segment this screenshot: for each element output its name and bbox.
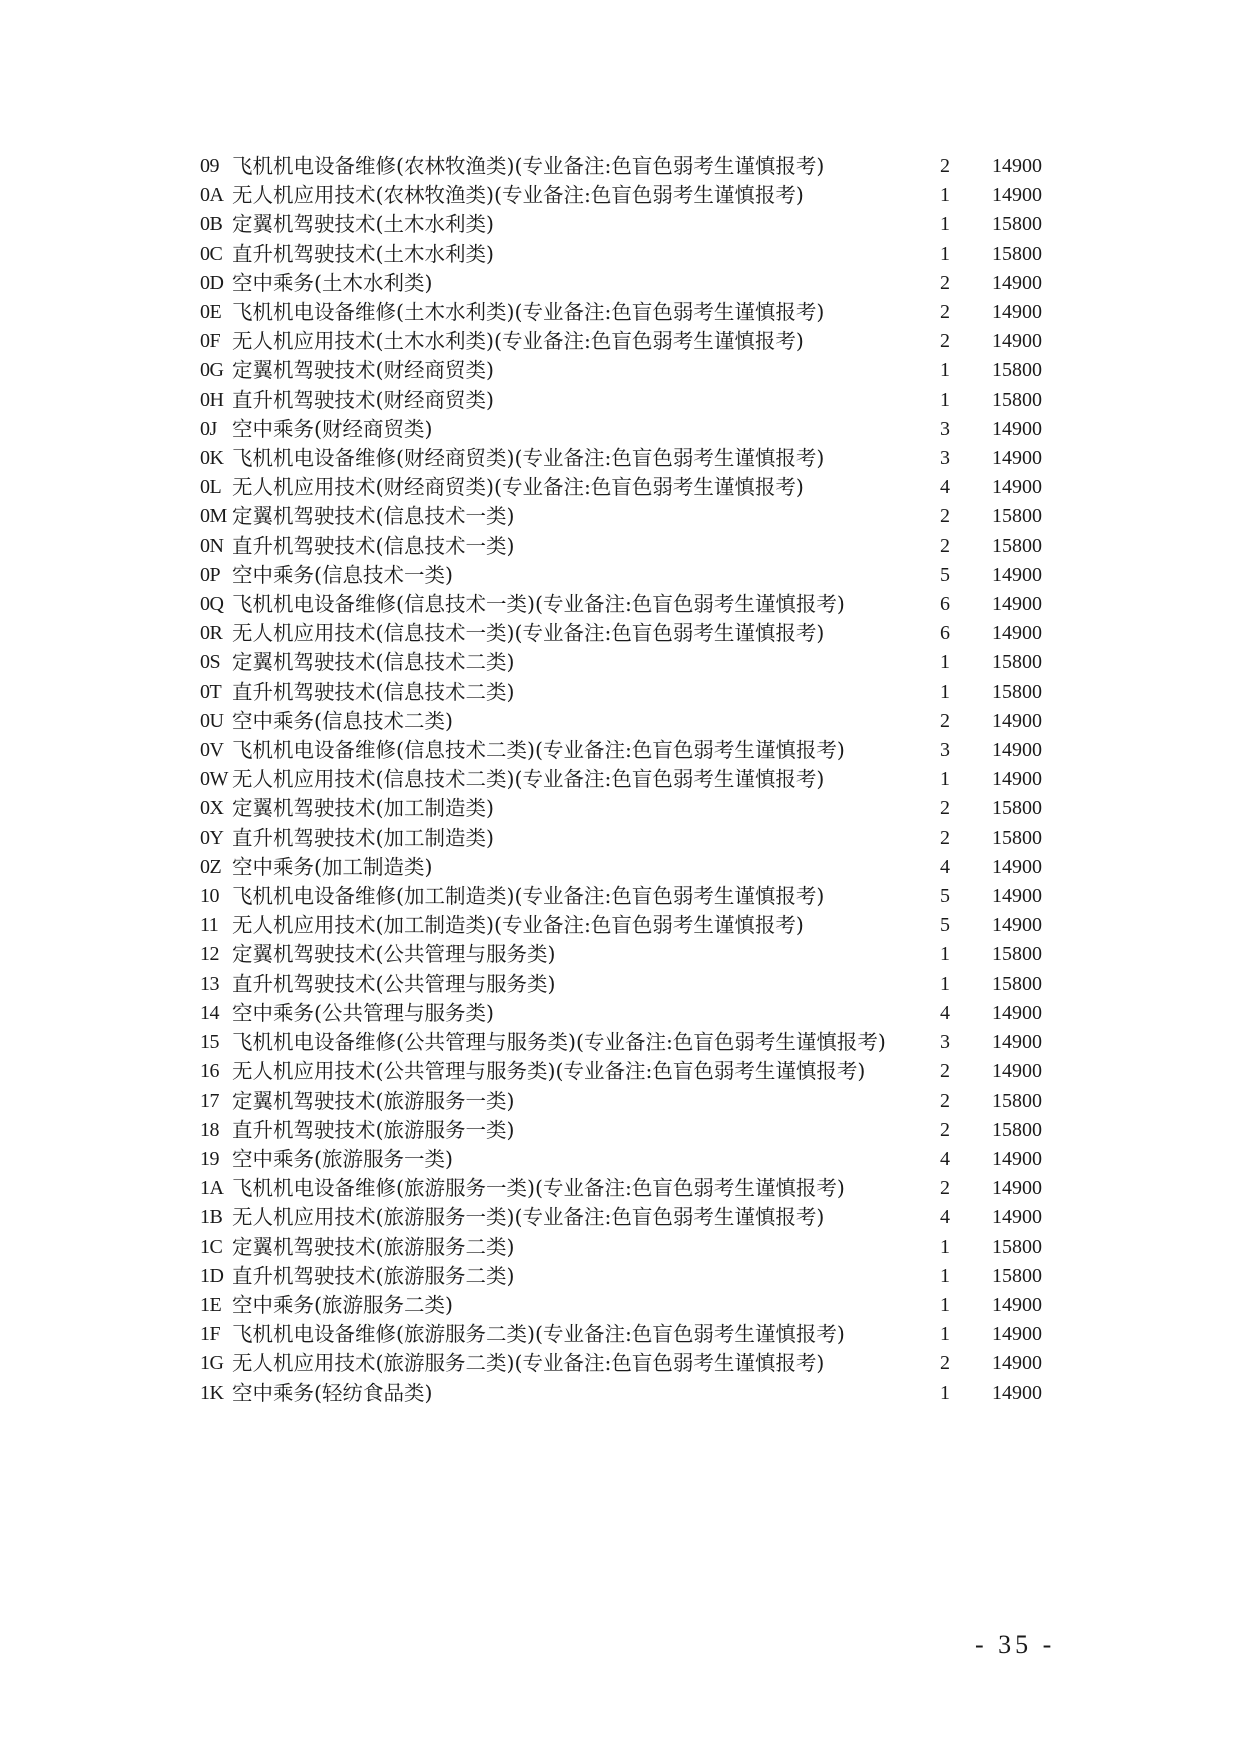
program-name: 飞机机电设备维修(信息技术一类)(专业备注:色盲色弱考生谨慎报考) [232, 592, 845, 617]
program-code: 0U [200, 709, 224, 732]
tuition-fee: 14900 [992, 1177, 1042, 1200]
program-row [200, 269, 1060, 298]
program-code: 1B [200, 1206, 223, 1229]
enrollment-count: 4 [940, 1001, 950, 1024]
program-row [200, 970, 1060, 999]
tuition-fee: 15800 [992, 534, 1042, 557]
tuition-fee: 15800 [992, 242, 1042, 265]
program-name: 定翼机驾驶技术(旅游服务二类) [232, 1234, 515, 1259]
program-row [200, 590, 1060, 619]
enrollment-count: 4 [940, 476, 950, 499]
enrollment-count: 1 [940, 680, 950, 703]
program-name: 无人机应用技术(信息技术二类)(专业备注:色盲色弱考生谨慎报考) [232, 767, 825, 792]
enrollment-count: 2 [940, 1118, 950, 1141]
program-row [200, 853, 1060, 882]
program-name: 空中乘务(加工制造类) [232, 854, 433, 879]
tuition-fee: 14900 [992, 622, 1042, 645]
program-row [200, 648, 1060, 677]
program-code: 0S [200, 651, 221, 674]
program-row [200, 911, 1060, 940]
enrollment-count: 3 [940, 739, 950, 762]
program-code: 11 [200, 914, 219, 937]
program-name: 空中乘务(土木水利类) [232, 270, 433, 295]
enrollment-count: 5 [940, 563, 950, 586]
enrollment-count: 3 [940, 447, 950, 470]
program-name: 定翼机驾驶技术(信息技术一类) [232, 504, 515, 529]
program-code: 0Q [200, 593, 224, 616]
program-code: 19 [200, 1147, 219, 1170]
enrollment-count: 2 [940, 1177, 950, 1200]
program-code: 1E [200, 1293, 222, 1316]
enrollment-count: 1 [940, 184, 950, 207]
program-code: 0C [200, 242, 223, 265]
program-name: 直升机驾驶技术(旅游服务二类) [232, 1263, 515, 1288]
program-name: 定翼机驾驶技术(加工制造类) [232, 796, 494, 821]
enrollment-count: 2 [940, 505, 950, 528]
enrollment-count: 1 [940, 972, 950, 995]
program-row [200, 1057, 1060, 1086]
tuition-fee: 14900 [992, 1147, 1042, 1170]
program-code: 0V [200, 739, 224, 762]
program-code: 1D [200, 1264, 224, 1287]
tuition-fee: 14900 [992, 417, 1042, 440]
program-code: 0T [200, 680, 222, 703]
tuition-fee: 14900 [992, 1293, 1042, 1316]
program-row [200, 1028, 1060, 1057]
program-name: 定翼机驾驶技术(公共管理与服务类) [232, 942, 556, 967]
program-name: 直升机驾驶技术(加工制造类) [232, 825, 494, 850]
enrollment-count: 4 [940, 1206, 950, 1229]
program-code: 17 [200, 1089, 219, 1112]
program-name: 定翼机驾驶技术(财经商贸类) [232, 358, 494, 383]
program-row [200, 181, 1060, 210]
enrollment-count: 1 [940, 1293, 950, 1316]
enrollment-count: 1 [940, 242, 950, 265]
program-name: 定翼机驾驶技术(旅游服务一类) [232, 1088, 515, 1113]
program-row [200, 1145, 1060, 1174]
program-code: 0Y [200, 826, 224, 849]
enrollment-count: 2 [940, 271, 950, 294]
program-code: 0N [200, 534, 224, 557]
program-name: 空中乘务(公共管理与服务类) [232, 1000, 494, 1025]
tuition-fee: 14900 [992, 271, 1042, 294]
program-name: 飞机机电设备维修(加工制造类)(专业备注:色盲色弱考生谨慎报考) [232, 884, 825, 909]
tuition-fee: 15800 [992, 826, 1042, 849]
program-name: 直升机驾驶技术(旅游服务一类) [232, 1117, 515, 1142]
tuition-fee: 14900 [992, 1001, 1042, 1024]
program-code: 0E [200, 301, 222, 324]
program-name: 无人机应用技术(公共管理与服务类)(专业备注:色盲色弱考生谨慎报考) [232, 1059, 866, 1084]
enrollment-count: 2 [940, 1089, 950, 1112]
program-row [200, 473, 1060, 502]
program-row [200, 152, 1060, 181]
program-row [200, 678, 1060, 707]
program-code: 1G [200, 1352, 224, 1375]
program-name: 空中乘务(信息技术一类) [232, 562, 453, 587]
tuition-fee: 14900 [992, 1381, 1042, 1404]
program-code: 0M [200, 505, 227, 528]
enrollment-count: 6 [940, 622, 950, 645]
program-row [200, 327, 1060, 356]
program-code: 0R [200, 622, 223, 645]
tuition-fee: 14900 [992, 330, 1042, 353]
program-row [200, 1233, 1060, 1262]
program-row [200, 765, 1060, 794]
program-row [200, 1262, 1060, 1291]
program-code: 0Z [200, 855, 222, 878]
program-row [200, 824, 1060, 853]
tuition-fee: 15800 [992, 943, 1042, 966]
program-name: 飞机机电设备维修(旅游服务二类)(专业备注:色盲色弱考生谨慎报考) [232, 1322, 845, 1347]
program-code: 0J [200, 417, 217, 440]
tuition-fee: 14900 [992, 476, 1042, 499]
program-code: 1F [200, 1323, 221, 1346]
tuition-fee: 14900 [992, 1352, 1042, 1375]
program-row [200, 1349, 1060, 1378]
program-name: 空中乘务(旅游服务二类) [232, 1292, 453, 1317]
program-name: 空中乘务(信息技术二类) [232, 708, 453, 733]
program-row [200, 1116, 1060, 1145]
program-code: 1C [200, 1235, 223, 1258]
tuition-fee: 14900 [992, 1060, 1042, 1083]
program-name: 空中乘务(轻纺食品类) [232, 1380, 433, 1405]
program-row [200, 532, 1060, 561]
program-name: 飞机机电设备维修(信息技术二类)(专业备注:色盲色弱考生谨慎报考) [232, 738, 845, 763]
enrollment-count: 1 [940, 1235, 950, 1258]
enrollment-count: 2 [940, 797, 950, 820]
program-row [200, 240, 1060, 269]
tuition-fee: 15800 [992, 1089, 1042, 1112]
enrollment-count: 3 [940, 417, 950, 440]
program-row [200, 1087, 1060, 1116]
enrollment-count: 2 [940, 534, 950, 557]
tuition-fee: 14900 [992, 709, 1042, 732]
enrollment-count: 2 [940, 1060, 950, 1083]
program-name: 飞机机电设备维修(土木水利类)(专业备注:色盲色弱考生谨慎报考) [232, 300, 825, 325]
program-row [200, 999, 1060, 1028]
enrollment-count: 2 [940, 1352, 950, 1375]
tuition-fee: 14900 [992, 184, 1042, 207]
program-row [200, 1320, 1060, 1349]
program-row [200, 619, 1060, 648]
program-name: 飞机机电设备维修(公共管理与服务类)(专业备注:色盲色弱考生谨慎报考) [232, 1030, 886, 1055]
program-row [200, 707, 1060, 736]
tuition-fee: 15800 [992, 651, 1042, 674]
program-code: 0W [200, 768, 228, 791]
program-name: 定翼机驾驶技术(信息技术二类) [232, 650, 515, 675]
program-name: 无人机应用技术(旅游服务二类)(专业备注:色盲色弱考生谨慎报考) [232, 1351, 825, 1376]
tuition-fee: 14900 [992, 739, 1042, 762]
tuition-fee: 14900 [992, 1031, 1042, 1054]
program-code: 1K [200, 1381, 224, 1404]
program-row [200, 1174, 1060, 1203]
enrollment-count: 5 [940, 914, 950, 937]
program-row [200, 940, 1060, 969]
program-code: 0F [200, 330, 221, 353]
program-name: 无人机应用技术(农林牧渔类)(专业备注:色盲色弱考生谨慎报考) [232, 183, 804, 208]
program-row [200, 386, 1060, 415]
page-number: - 35 - [975, 1630, 1056, 1659]
tuition-fee: 15800 [992, 972, 1042, 995]
program-code: 09 [200, 155, 219, 177]
program-name: 直升机驾驶技术(信息技术一类) [232, 533, 515, 558]
tuition-fee: 14900 [992, 855, 1042, 878]
enrollment-count: 1 [940, 943, 950, 966]
program-row [200, 561, 1060, 590]
program-row [200, 502, 1060, 531]
program-row [200, 210, 1060, 239]
enrollment-count: 5 [940, 885, 950, 908]
program-name: 无人机应用技术(财经商贸类)(专业备注:色盲色弱考生谨慎报考) [232, 475, 804, 500]
enrollment-count: 1 [940, 388, 950, 411]
tuition-fee: 15800 [992, 1118, 1042, 1141]
program-code: 0P [200, 563, 221, 586]
enrollment-count: 4 [940, 855, 950, 878]
enrollment-count: 2 [940, 709, 950, 732]
program-row [200, 1379, 1060, 1408]
tuition-fee: 14900 [992, 301, 1042, 324]
program-row [200, 1203, 1060, 1232]
program-name: 空中乘务(旅游服务一类) [232, 1146, 453, 1171]
program-name: 定翼机驾驶技术(土木水利类) [232, 212, 494, 237]
program-code: 14 [200, 1001, 219, 1024]
enrollment-count: 1 [940, 1323, 950, 1346]
enrollment-count: 1 [940, 1381, 950, 1404]
program-name: 直升机驾驶技术(信息技术二类) [232, 679, 515, 704]
enrollment-count: 6 [940, 593, 950, 616]
program-row [200, 298, 1060, 327]
program-name: 直升机驾驶技术(土木水利类) [232, 241, 494, 266]
tuition-fee: 15800 [992, 797, 1042, 820]
program-name: 直升机驾驶技术(财经商贸类) [232, 387, 494, 412]
program-list [200, 152, 1060, 1408]
program-code: 10 [200, 885, 219, 908]
program-code: 15 [200, 1031, 219, 1054]
program-row [200, 444, 1060, 473]
program-code: 18 [200, 1118, 219, 1141]
tuition-fee: 15800 [992, 213, 1042, 236]
program-name: 无人机应用技术(加工制造类)(专业备注:色盲色弱考生谨慎报考) [232, 913, 804, 938]
program-name: 无人机应用技术(信息技术一类)(专业备注:色盲色弱考生谨慎报考) [232, 621, 825, 646]
program-name: 飞机机电设备维修(旅游服务一类)(专业备注:色盲色弱考生谨慎报考) [232, 1176, 845, 1201]
program-code: 0L [200, 476, 222, 499]
enrollment-count: 1 [940, 768, 950, 791]
program-code: 13 [200, 972, 219, 995]
program-code: 12 [200, 943, 219, 966]
program-code: 0K [200, 447, 224, 470]
enrollment-count: 1 [940, 359, 950, 382]
tuition-fee: 15800 [992, 505, 1042, 528]
tuition-fee: 14900 [992, 914, 1042, 937]
enrollment-count: 3 [940, 1031, 950, 1054]
tuition-fee: 14900 [992, 1206, 1042, 1229]
tuition-fee: 15800 [992, 359, 1042, 382]
program-code: 0B [200, 213, 223, 236]
enrollment-count: 2 [940, 826, 950, 849]
program-code: 0H [200, 388, 224, 411]
program-name: 无人机应用技术(旅游服务一类)(专业备注:色盲色弱考生谨慎报考) [232, 1205, 825, 1230]
program-name: 直升机驾驶技术(公共管理与服务类) [232, 971, 556, 996]
program-code: 0D [200, 271, 224, 294]
tuition-fee: 15800 [992, 680, 1042, 703]
enrollment-count: 4 [940, 1147, 950, 1170]
tuition-fee: 15800 [992, 1235, 1042, 1258]
program-code: 0A [200, 184, 224, 207]
tuition-fee: 14900 [992, 447, 1042, 470]
enrollment-count: 2 [940, 301, 950, 324]
enrollment-count: 2 [940, 155, 950, 177]
tuition-fee: 14900 [992, 563, 1042, 586]
program-name: 飞机机电设备维修(农林牧渔类)(专业备注:色盲色弱考生谨慎报考) [232, 154, 825, 178]
program-code: 0G [200, 359, 224, 382]
program-row [200, 794, 1060, 823]
program-name: 无人机应用技术(土木水利类)(专业备注:色盲色弱考生谨慎报考) [232, 329, 804, 354]
tuition-fee: 14900 [992, 1323, 1042, 1346]
enrollment-count: 1 [940, 651, 950, 674]
enrollment-count: 1 [940, 1264, 950, 1287]
program-name: 飞机机电设备维修(财经商贸类)(专业备注:色盲色弱考生谨慎报考) [232, 446, 825, 471]
program-row [200, 736, 1060, 765]
program-name: 空中乘务(财经商贸类) [232, 416, 433, 441]
tuition-fee: 14900 [992, 593, 1042, 616]
tuition-fee: 14900 [992, 885, 1042, 908]
program-code: 1A [200, 1177, 224, 1200]
program-row [200, 882, 1060, 911]
enrollment-count: 2 [940, 330, 950, 353]
program-row [200, 1291, 1060, 1320]
tuition-fee: 14900 [992, 768, 1042, 791]
tuition-fee: 15800 [992, 1264, 1042, 1287]
enrollment-count: 1 [940, 213, 950, 236]
program-code: 16 [200, 1060, 219, 1083]
program-code: 0X [200, 797, 224, 820]
tuition-fee: 15800 [992, 388, 1042, 411]
program-row [200, 356, 1060, 385]
program-row [200, 415, 1060, 444]
tuition-fee: 14900 [992, 155, 1042, 177]
